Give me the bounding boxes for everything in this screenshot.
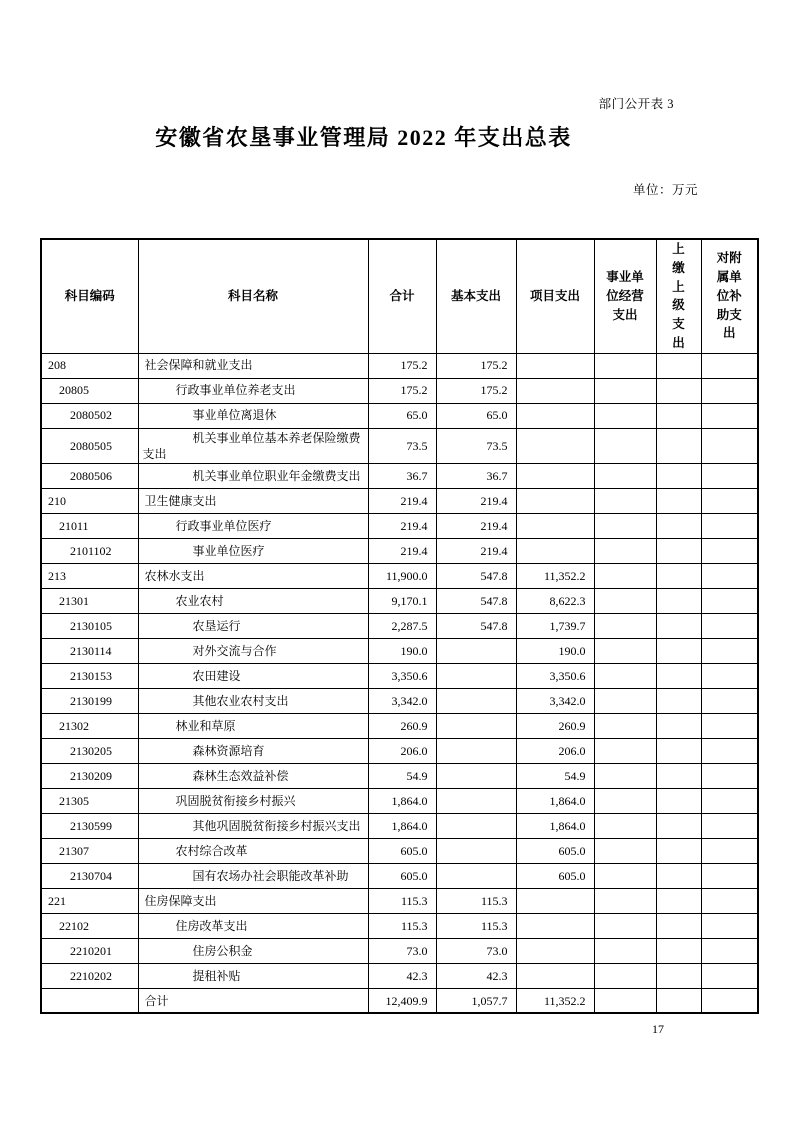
total-cell: 175.2	[368, 378, 436, 403]
project-cell: 1,739.7	[516, 613, 594, 638]
col-header-subject-name: 科目名称	[138, 239, 368, 353]
table-row	[41, 488, 758, 513]
total-cell: 1,864.0	[368, 813, 436, 838]
operating-cell	[594, 378, 656, 403]
total-cell: 54.9	[368, 763, 436, 788]
name-cell: 机关事业单位基本养老保险缴费支出	[138, 428, 368, 463]
operating-cell	[594, 888, 656, 913]
subsidy-cell	[701, 403, 758, 428]
code-cell: 2101102	[41, 538, 138, 563]
upper-cell	[656, 788, 701, 813]
project-cell: 8,622.3	[516, 588, 594, 613]
table-row	[41, 688, 758, 713]
code-cell: 2130105	[41, 613, 138, 638]
code-cell: 22102	[41, 913, 138, 938]
operating-cell	[594, 353, 656, 378]
operating-cell	[594, 428, 656, 463]
code-cell: 2130209	[41, 763, 138, 788]
page-number: 17	[652, 1022, 664, 1036]
upper-cell	[656, 713, 701, 738]
project-cell	[516, 913, 594, 938]
upper-cell	[656, 813, 701, 838]
code-cell: 210	[41, 488, 138, 513]
name-cell: 农垦运行	[138, 613, 368, 638]
col-header-subsidy: 对附属单位补助支出	[701, 239, 758, 353]
table-row	[41, 613, 758, 638]
upper-cell	[656, 378, 701, 403]
name-cell: 森林资源培育	[138, 738, 368, 763]
col-header-project: 项目支出	[516, 239, 594, 353]
total-cell: 11,900.0	[368, 563, 436, 588]
code-cell: 2130704	[41, 863, 138, 888]
operating-cell	[594, 713, 656, 738]
project-cell	[516, 888, 594, 913]
subsidy-cell	[701, 663, 758, 688]
basic-cell: 115.3	[436, 888, 516, 913]
total-cell: 73.5	[368, 428, 436, 463]
upper-cell	[656, 588, 701, 613]
subsidy-cell	[701, 788, 758, 813]
total-cell: 73.0	[368, 938, 436, 963]
table-row	[41, 638, 758, 663]
code-cell: 2210202	[41, 963, 138, 988]
operating-cell	[594, 913, 656, 938]
upper-cell	[656, 488, 701, 513]
basic-cell: 175.2	[436, 378, 516, 403]
name-cell: 森林生态效益补偿	[138, 763, 368, 788]
project-cell	[516, 353, 594, 378]
table-body	[41, 353, 758, 1013]
project-cell	[516, 513, 594, 538]
project-cell: 1,864.0	[516, 788, 594, 813]
operating-cell	[594, 403, 656, 428]
upper-cell	[656, 738, 701, 763]
subsidy-cell	[701, 353, 758, 378]
basic-cell: 73.5	[436, 428, 516, 463]
subsidy-cell	[701, 488, 758, 513]
code-cell: 2080502	[41, 403, 138, 428]
name-cell: 农林水支出	[138, 563, 368, 588]
col-header-upper: 上缴上级支出	[656, 239, 701, 353]
name-cell: 农村综合改革	[138, 838, 368, 863]
basic-cell: 42.3	[436, 963, 516, 988]
table-row	[41, 863, 758, 888]
total-cell: 206.0	[368, 738, 436, 763]
basic-cell	[436, 638, 516, 663]
table-row	[41, 788, 758, 813]
code-cell: 2130199	[41, 688, 138, 713]
subsidy-cell	[701, 563, 758, 588]
project-cell	[516, 488, 594, 513]
subsidy-cell	[701, 863, 758, 888]
project-cell: 605.0	[516, 838, 594, 863]
operating-cell	[594, 563, 656, 588]
operating-cell	[594, 463, 656, 488]
code-cell: 208	[41, 353, 138, 378]
table-row	[41, 563, 758, 588]
subsidy-cell	[701, 688, 758, 713]
table-row	[41, 813, 758, 838]
code-cell: 20805	[41, 378, 138, 403]
table-row	[41, 938, 758, 963]
table-row	[41, 353, 758, 378]
subsidy-cell	[701, 588, 758, 613]
basic-cell	[436, 713, 516, 738]
project-cell: 206.0	[516, 738, 594, 763]
basic-cell	[436, 688, 516, 713]
project-cell	[516, 538, 594, 563]
project-cell	[516, 403, 594, 428]
code-cell: 2130205	[41, 738, 138, 763]
name-cell: 国有农场办社会职能改革补助	[138, 863, 368, 888]
subsidy-cell	[701, 638, 758, 663]
upper-cell	[656, 428, 701, 463]
table-row	[41, 588, 758, 613]
operating-cell	[594, 788, 656, 813]
total-cell: 3,342.0	[368, 688, 436, 713]
name-cell: 住房公积金	[138, 938, 368, 963]
total-cell: 219.4	[368, 488, 436, 513]
subsidy-cell	[701, 378, 758, 403]
total-cell: 219.4	[368, 513, 436, 538]
operating-cell	[594, 838, 656, 863]
upper-cell	[656, 688, 701, 713]
name-cell: 事业单位离退休	[138, 403, 368, 428]
basic-cell: 547.8	[436, 588, 516, 613]
upper-cell	[656, 963, 701, 988]
project-cell: 260.9	[516, 713, 594, 738]
total-cell: 36.7	[368, 463, 436, 488]
doc-label: 部门公开表 3	[598, 97, 674, 111]
upper-cell	[656, 663, 701, 688]
operating-cell	[594, 638, 656, 663]
expenditure-table	[40, 238, 759, 1014]
subsidy-cell	[701, 738, 758, 763]
name-cell: 住房改革支出	[138, 913, 368, 938]
name-cell: 其他农业农村支出	[138, 688, 368, 713]
table-row	[41, 763, 758, 788]
upper-cell	[656, 938, 701, 963]
basic-cell	[436, 813, 516, 838]
subsidy-cell	[701, 813, 758, 838]
upper-cell	[656, 988, 701, 1013]
basic-cell: 219.4	[436, 513, 516, 538]
basic-cell: 115.3	[436, 913, 516, 938]
code-cell: 21011	[41, 513, 138, 538]
code-cell	[41, 988, 138, 1013]
table-row	[41, 913, 758, 938]
total-cell: 2,287.5	[368, 613, 436, 638]
operating-cell	[594, 613, 656, 638]
basic-cell	[436, 863, 516, 888]
subsidy-cell	[701, 838, 758, 863]
code-cell: 2130599	[41, 813, 138, 838]
table-row	[41, 463, 758, 488]
upper-cell	[656, 838, 701, 863]
name-cell: 事业单位医疗	[138, 538, 368, 563]
basic-cell: 547.8	[436, 613, 516, 638]
operating-cell	[594, 863, 656, 888]
name-cell: 对外交流与合作	[138, 638, 368, 663]
subsidy-cell	[701, 463, 758, 488]
name-cell: 行政事业单位医疗	[138, 513, 368, 538]
upper-cell	[656, 538, 701, 563]
name-cell: 行政事业单位养老支出	[138, 378, 368, 403]
project-cell	[516, 378, 594, 403]
upper-cell	[656, 403, 701, 428]
total-cell: 12,409.9	[368, 988, 436, 1013]
upper-cell	[656, 613, 701, 638]
total-cell: 175.2	[368, 353, 436, 378]
name-cell: 其他巩固脱贫衔接乡村振兴支出	[138, 813, 368, 838]
name-cell: 农业农村	[138, 588, 368, 613]
table-row	[41, 888, 758, 913]
subsidy-cell	[701, 428, 758, 463]
upper-cell	[656, 913, 701, 938]
basic-cell	[436, 663, 516, 688]
subsidy-cell	[701, 713, 758, 738]
col-header-operating: 事业单位经营支出	[594, 239, 656, 353]
upper-cell	[656, 763, 701, 788]
project-cell: 54.9	[516, 763, 594, 788]
subsidy-cell	[701, 613, 758, 638]
project-cell: 1,864.0	[516, 813, 594, 838]
basic-cell	[436, 788, 516, 813]
code-cell: 221	[41, 888, 138, 913]
operating-cell	[594, 763, 656, 788]
upper-cell	[656, 888, 701, 913]
project-cell	[516, 463, 594, 488]
upper-cell	[656, 563, 701, 588]
col-header-subject-code: 科目编码	[41, 239, 138, 353]
subsidy-cell	[701, 988, 758, 1013]
project-cell: 605.0	[516, 863, 594, 888]
basic-cell	[436, 763, 516, 788]
code-cell: 21302	[41, 713, 138, 738]
project-cell: 3,342.0	[516, 688, 594, 713]
name-cell: 社会保障和就业支出	[138, 353, 368, 378]
table-row	[41, 378, 758, 403]
upper-cell	[656, 353, 701, 378]
code-cell: 213	[41, 563, 138, 588]
project-cell: 3,350.6	[516, 663, 594, 688]
total-cell: 605.0	[368, 838, 436, 863]
total-cell: 115.3	[368, 888, 436, 913]
name-cell: 机关事业单位职业年金缴费支出	[138, 463, 368, 488]
project-cell	[516, 428, 594, 463]
basic-cell: 547.8	[436, 563, 516, 588]
code-cell: 2130153	[41, 663, 138, 688]
operating-cell	[594, 588, 656, 613]
project-cell: 11,352.2	[516, 563, 594, 588]
upper-cell	[656, 638, 701, 663]
total-cell: 115.3	[368, 913, 436, 938]
total-cell: 1,864.0	[368, 788, 436, 813]
name-cell: 合计	[138, 988, 368, 1013]
total-row	[41, 988, 758, 1013]
basic-cell: 1,057.7	[436, 988, 516, 1013]
table-row	[41, 738, 758, 763]
operating-cell	[594, 538, 656, 563]
basic-cell: 73.0	[436, 938, 516, 963]
table-row	[41, 713, 758, 738]
total-cell: 190.0	[368, 638, 436, 663]
total-cell: 219.4	[368, 538, 436, 563]
basic-cell: 219.4	[436, 488, 516, 513]
subsidy-cell	[701, 888, 758, 913]
operating-cell	[594, 513, 656, 538]
name-cell: 住房保障支出	[138, 888, 368, 913]
basic-cell: 36.7	[436, 463, 516, 488]
total-cell: 9,170.1	[368, 588, 436, 613]
unit-label: 单位：万元	[632, 183, 698, 197]
subsidy-cell	[701, 913, 758, 938]
project-cell: 190.0	[516, 638, 594, 663]
operating-cell	[594, 663, 656, 688]
total-cell: 42.3	[368, 963, 436, 988]
col-header-total: 合计	[368, 239, 436, 353]
subsidy-cell	[701, 938, 758, 963]
project-cell: 11,352.2	[516, 988, 594, 1013]
table-header-row	[41, 239, 758, 353]
code-cell: 21301	[41, 588, 138, 613]
total-cell: 65.0	[368, 403, 436, 428]
name-cell: 提租补贴	[138, 963, 368, 988]
code-cell: 2080506	[41, 463, 138, 488]
table-row	[41, 538, 758, 563]
operating-cell	[594, 688, 656, 713]
operating-cell	[594, 738, 656, 763]
code-cell: 2080505	[41, 428, 138, 463]
code-cell: 2210201	[41, 938, 138, 963]
upper-cell	[656, 513, 701, 538]
operating-cell	[594, 938, 656, 963]
table-row	[41, 428, 758, 463]
basic-cell: 65.0	[436, 403, 516, 428]
table-row	[41, 403, 758, 428]
code-cell: 2130114	[41, 638, 138, 663]
operating-cell	[594, 963, 656, 988]
name-cell: 卫生健康支出	[138, 488, 368, 513]
operating-cell	[594, 988, 656, 1013]
upper-cell	[656, 463, 701, 488]
operating-cell	[594, 813, 656, 838]
subsidy-cell	[701, 963, 758, 988]
name-cell: 农田建设	[138, 663, 368, 688]
basic-cell	[436, 838, 516, 863]
basic-cell	[436, 738, 516, 763]
code-cell: 21305	[41, 788, 138, 813]
project-cell	[516, 963, 594, 988]
subsidy-cell	[701, 763, 758, 788]
total-cell: 3,350.6	[368, 663, 436, 688]
total-cell: 605.0	[368, 863, 436, 888]
project-cell	[516, 938, 594, 963]
subsidy-cell	[701, 513, 758, 538]
basic-cell: 219.4	[436, 538, 516, 563]
upper-cell	[656, 863, 701, 888]
basic-cell: 175.2	[436, 353, 516, 378]
page-title: 安徽省农垦事业管理局 2022 年支出总表	[155, 125, 572, 150]
code-cell: 21307	[41, 838, 138, 863]
operating-cell	[594, 488, 656, 513]
subsidy-cell	[701, 538, 758, 563]
col-header-basic: 基本支出	[436, 239, 516, 353]
table-row	[41, 838, 758, 863]
total-cell: 260.9	[368, 713, 436, 738]
name-cell: 林业和草原	[138, 713, 368, 738]
table-row	[41, 663, 758, 688]
name-cell: 巩固脱贫衔接乡村振兴	[138, 788, 368, 813]
table-row	[41, 963, 758, 988]
table-row	[41, 513, 758, 538]
